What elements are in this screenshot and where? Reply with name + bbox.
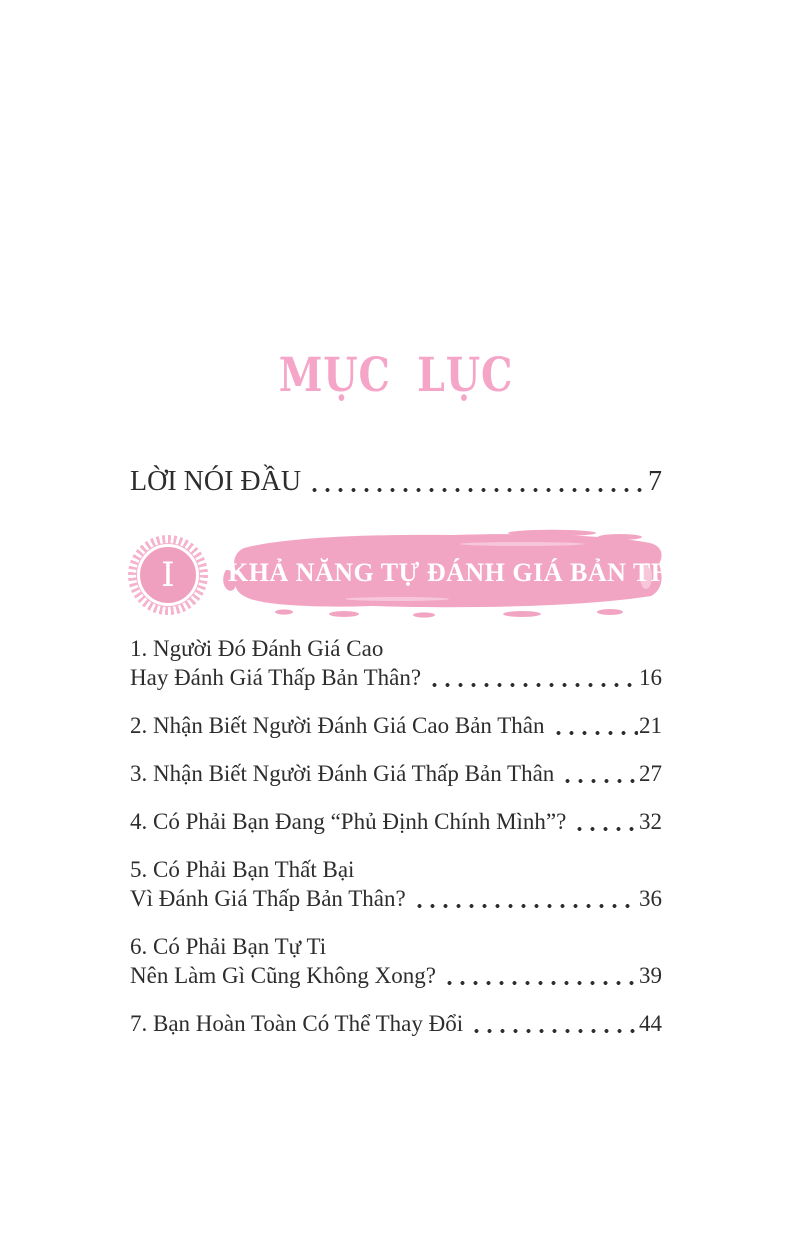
toc-item-title-line2: Hay Đánh Giá Thấp Bản Thân? (130, 665, 422, 690)
toc-page-number: 36 (639, 886, 662, 911)
dotted-leader (561, 759, 638, 788)
toc-page-number: 27 (639, 761, 662, 786)
dotted-leader (573, 807, 638, 836)
toc-item-title-line1: 6. Có Phải Bạn Tự Ti (130, 934, 327, 959)
section-banner (222, 528, 711, 620)
dotted-leader (552, 711, 639, 740)
toc-item-title-line1: 1. Người Đó Đánh Giá Cao (130, 636, 384, 661)
toc-item-title-line2: 4. Có Phải Bạn Đang “Phủ Định Chính Mình”? (130, 809, 567, 834)
section-numeral-badge (128, 535, 208, 615)
dotted-leader (308, 466, 647, 498)
toc-item-title-line2: 2. Nhận Biết Người Đánh Giá Cao Bản Thân (130, 713, 545, 738)
toc-page-number: 21 (639, 713, 662, 738)
toc-item-title-line2: 3. Nhận Biết Người Đánh Giá Thấp Bản Thân (130, 761, 555, 786)
toc-list (130, 634, 662, 1057)
preface-page-number: 7 (648, 466, 662, 497)
toc-item (130, 855, 662, 913)
toc-item-title-line2: Nên Làm Gì Cũng Không Xong? (130, 963, 436, 988)
toc-item (130, 759, 662, 788)
toc-item-title-line2: Vì Đánh Giá Thấp Bản Thân? (130, 886, 406, 911)
toc-item (130, 1009, 662, 1038)
dotted-leader (470, 1009, 638, 1038)
toc-page-number: 32 (639, 809, 662, 834)
ornament-ring-icon (137, 544, 199, 606)
dotted-leader (443, 961, 638, 990)
toc-item-title-line1: 5. Có Phải Bạn Thất Bại (130, 857, 355, 882)
section-title: KHẢ NĂNG TỰ ĐÁNH GIÁ BẢN THÂN (228, 557, 711, 587)
toc-item (130, 711, 662, 740)
toc-page-number: 39 (639, 963, 662, 988)
section-numeral: I (161, 555, 175, 595)
dotted-leader (413, 884, 638, 913)
toc-page-number: 16 (639, 665, 662, 690)
toc-item-title-line2: 7. Bạn Hoàn Toàn Có Thể Thay Đổi (130, 1011, 464, 1036)
dotted-leader (428, 663, 638, 692)
page-title: MỤC LỤC (278, 348, 514, 403)
toc-page-number: 44 (639, 1011, 662, 1036)
toc-item (130, 807, 662, 836)
preface-row (130, 466, 662, 498)
toc-item (130, 634, 662, 692)
preface-label: LỜI NÓI ĐẦU (130, 466, 302, 497)
section-header (126, 528, 711, 620)
toc-item (130, 932, 662, 990)
